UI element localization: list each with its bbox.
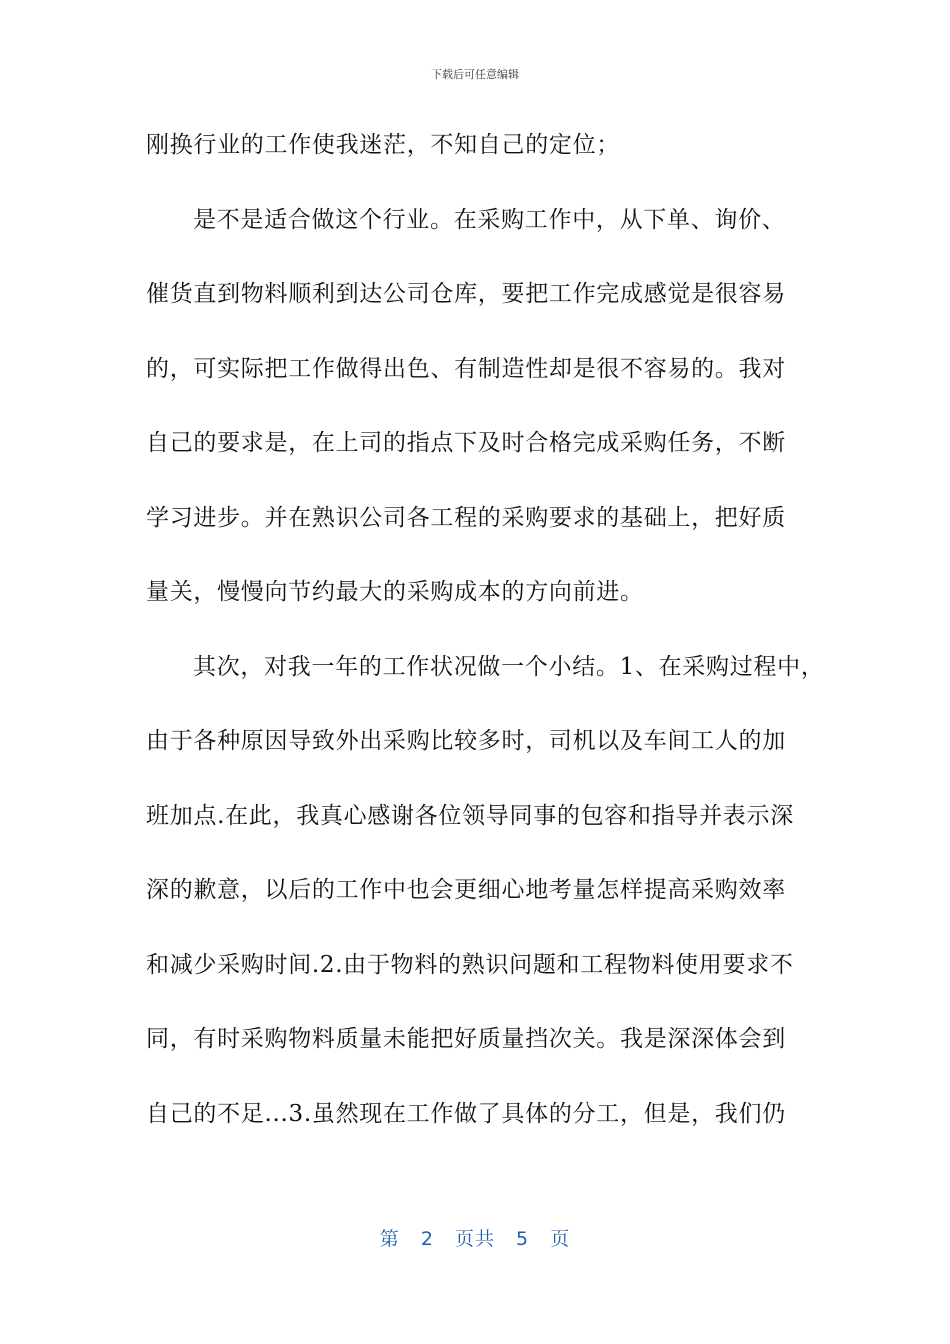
text-line: 由于各种原因导致外出采购比较多时，司机以及车间工人的加 (146, 728, 786, 754)
total-page-count: 5 (516, 1228, 530, 1250)
text-line: 同，有时采购物料质量未能把好质量挡次关。我是深深体会到 (146, 1026, 786, 1052)
text-line: 是不是适合做这个行业。在采购工作中，从下单、询价、 (193, 206, 786, 233)
text-line: 刚换行业的工作使我迷茫，不知自己的定位； (146, 132, 620, 158)
current-page-number: 2 (420, 1228, 434, 1250)
footer-suffix: 页 (550, 1228, 571, 1250)
header-note: 下载后可任意编辑 (431, 68, 519, 81)
document-body (146, 120, 826, 1163)
footer-prefix: 第 (379, 1228, 400, 1250)
text-line: 其次，对我一年的工作状况做一个小结。1、在采购过程中， (193, 653, 825, 680)
text-line: 量关，慢慢向节约最大的采购成本的方向前进。 (146, 579, 644, 605)
text-line: 的，可实际把工作做得出色、有制造性却是很不容易的。我对 (146, 355, 786, 382)
page-footer (0, 1224, 950, 1251)
text-line: 学习进步。并在熟识公司各工程的采购要求的基础上，把好质 (146, 504, 786, 531)
text-line: 班加点.在此，我真心感谢各位领导同事的包容和指导并表示深 (146, 802, 794, 829)
text-line: 深的歉意，以后的工作中也会更细心地考量怎样提高采购效率 (146, 877, 786, 903)
footer-middle: 页共 (454, 1228, 495, 1250)
text-line: 自己的不足...3.虽然现在工作做了具体的分工，但是，我们仍 (146, 1100, 786, 1127)
text-line: 自己的要求是，在上司的指点下及时合格完成采购任务，不断 (146, 430, 786, 456)
text-line: 和减少采购时间.2.由于物料的熟识问题和工程物料使用要求不 (146, 951, 794, 978)
text-line: 催货直到物料顺利到达公司仓库，要把工作完成感觉是很容易 (146, 281, 786, 307)
